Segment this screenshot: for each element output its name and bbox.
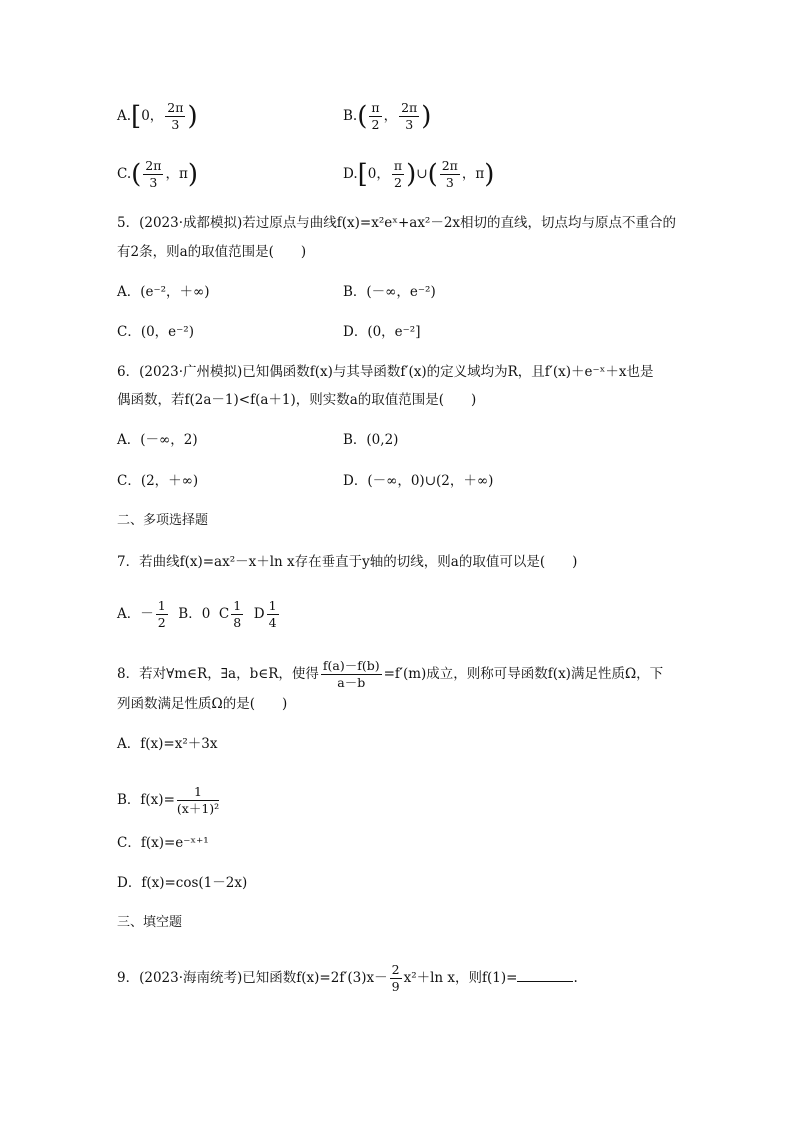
q8-stem-line1	[117, 658, 663, 691]
q8-option-b[interactable]	[117, 784, 221, 817]
q8-option-a[interactable]: A．f(x)=x²＋3x	[117, 736, 218, 752]
q5-option-a[interactable]: A．(e⁻²，＋∞)	[117, 284, 210, 300]
section-heading-fill-in: 三、填空题	[117, 915, 183, 930]
q7-options[interactable]: A．－ $\frac{1}{2}$ B．0 C $\frac{1}{8}$ D $\frac{1}{4}$	[117, 598, 277, 630]
q5-option-d[interactable]: D．(0，e⁻²]	[343, 324, 421, 340]
q6-stem-line2: 偶函数，若f(2a－1)<f(a＋1)，则实数a的取值范围是( )	[117, 392, 477, 408]
q5-stem-line1: 5．(2023·成都模拟)若过原点与曲线f(x)=x²eˣ+ax²－2x相切的直线，切点均与原点不重合的	[117, 215, 677, 231]
q5-stem-line2: 有2条，则a的取值范围是( )	[117, 244, 307, 260]
q8-option-c[interactable]: C．f(x)=e⁻ˣ⁺¹	[117, 835, 209, 851]
q8-option-b-den: (x＋1)²	[176, 801, 220, 816]
q6-stem-line1: 6．(2023·广州模拟)已知偶函数f(x)与其导函数f′(x)的定义域均为R，且f′(x)＋e⁻ˣ＋x也是	[117, 364, 654, 380]
q6-option-c[interactable]: C．(2，＋∞)	[117, 473, 199, 489]
q9-answer-blank[interactable]	[517, 969, 573, 982]
q8-option-d[interactable]: D．f(x)=cos(1－2x)	[117, 875, 248, 891]
q8-stem-post: =f′(m)成立，则称可导函数f(x)满足性质Ω，下	[383, 666, 664, 682]
q4-option-a[interactable]: A.[0， $\frac{2\pi}{3}$ )	[117, 100, 198, 132]
q9-period: .	[573, 970, 578, 986]
q9-stem-pre: 9．(2023·海南统考)已知函数f(x)=2f′(3)x－	[117, 970, 388, 986]
q8-option-b-pre: B．f(x)=	[117, 792, 175, 808]
q8-option-b-num: 1	[177, 784, 219, 801]
q4-option-c[interactable]: C.( $\frac{2\pi}{3}$ ，π)	[117, 158, 198, 190]
q9-frac-num: 2	[391, 962, 400, 977]
q5-option-b[interactable]: B．(－∞，e⁻²)	[343, 284, 436, 300]
q6-option-d[interactable]: D．(－∞，0)∪(2，＋∞)	[343, 473, 494, 489]
section-heading-multiple-choice: 二、多项选择题	[117, 513, 209, 528]
q9-frac-den: 9	[391, 979, 400, 994]
q4-option-b[interactable]: B.( $\frac{\pi}{2}$ ， $\frac{2\pi}{3}$ )	[343, 100, 432, 132]
q8-stem-line2: 列函数满足性质Ω的是( )	[117, 696, 288, 712]
q7-stem: 7．若曲线f(x)=ax²－x＋ln x存在垂直于y轴的切线，则a的取值可以是( )	[117, 554, 578, 570]
q9-stem-post: x²＋ln x，则f(1)=	[403, 970, 518, 986]
q4-option-d[interactable]: D.[0， $\frac{\pi}{2}$ )∪( $\frac{2\pi}{3}$ ，π)	[343, 158, 495, 190]
q9-stem	[117, 962, 578, 995]
q6-option-a[interactable]: A．(－∞，2)	[117, 432, 198, 448]
q5-option-c[interactable]: C．(0，e⁻²)	[117, 324, 194, 340]
q8-stem-pre: 8．若对∀m∈R，∃a，b∈R，使得	[117, 666, 319, 682]
q6-option-b[interactable]: B．(0,2)	[343, 432, 399, 448]
q8-frac-den: a－b	[337, 675, 366, 690]
q8-frac-num: f(a)－f(b)	[322, 658, 380, 673]
